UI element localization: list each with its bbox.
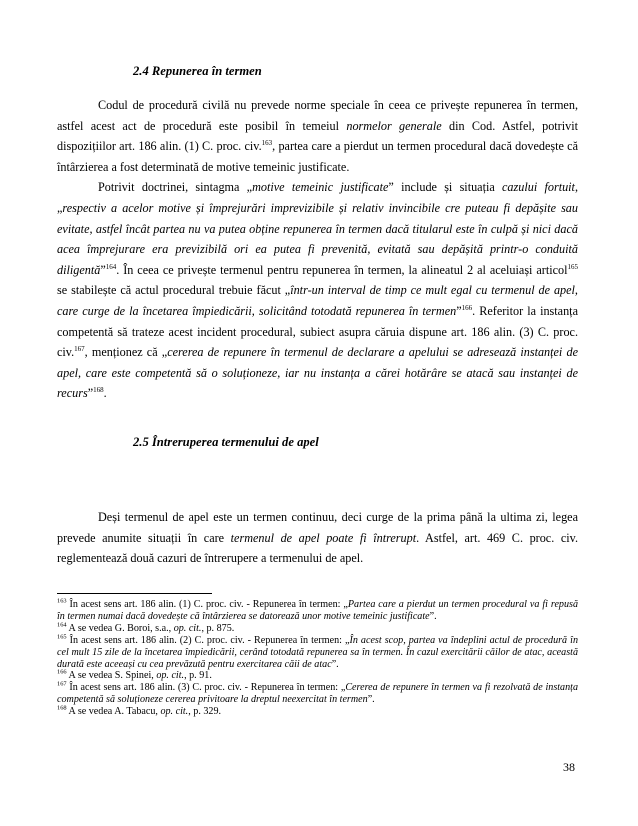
italic-run: termenul de apel poate fi întrerupt <box>230 530 417 545</box>
footnote <box>57 599 578 623</box>
text-run: În acest sens art. 186 alin. (1) C. proc. civ. - Repunerea în termen: „ <box>66 599 348 610</box>
footnote-number: 165 <box>57 633 67 641</box>
footnote <box>57 706 578 718</box>
text-run: din Cod. Astfel, potrivit dispozițiilor art. 186 alin. (1) C. proc. civ. <box>57 118 578 154</box>
footnote <box>57 670 578 682</box>
section-heading-2-4: 2.4 Repunerea în termen <box>133 64 262 78</box>
footnote-ref[interactable]: 167 <box>74 345 85 354</box>
page-number: 38 <box>563 760 575 774</box>
footnote-ref[interactable]: 165 <box>567 262 578 271</box>
text-run: . <box>103 386 107 401</box>
italic-quote: Cererea de repunere în termen va fi rezolvată de instanța competentă să soluționeze cererea privitoare la dreptul neexercitat în termen <box>57 682 578 706</box>
text-run: , p. 329. <box>188 706 222 718</box>
italic-quote: În acest scop, partea va îndeplini actul de procedură în cel mult 15 zile de la încetarea împiedicării, cerând totodată repunerea sa în termen. În cazul exercitării căilor de atac, această durată este aceeași cu cea prevăzută pentru exercitarea căii de atac <box>57 634 578 670</box>
footnote-ref[interactable]: 163 <box>261 139 273 148</box>
text-run: ”. <box>429 610 437 622</box>
text-run: A se vedea S. Spinei, <box>66 670 157 682</box>
text-run: , „ <box>57 180 578 215</box>
footnote-number: 163 <box>57 597 67 605</box>
text-run: Deși termenul de apel este un termen continuu, deci curge de la prima până la ultima zi, legea prevede anumite situații în care <box>57 510 578 545</box>
footnote <box>57 623 578 635</box>
italic-run: op. cit. <box>160 706 189 718</box>
text-run: , menționez că „ <box>84 345 168 360</box>
text-run: . În ceea ce privește termenul pentru repunerea în termen, la alineatul 2 al aceluiași articol <box>116 262 568 277</box>
text-run: A se vedea A. Tabacu, <box>66 706 161 718</box>
footnote-separator <box>57 593 212 594</box>
text-run: , p. 91. <box>184 670 212 682</box>
text-run: În acest sens art. 186 alin. (3) C. proc. civ. - Repunerea în termen: „ <box>66 682 346 694</box>
footnote-number: 164 <box>57 621 67 629</box>
italic-quote: cererea de repunere în termenul de declarare a apelului se adresează instanței de apel, care este competentă să o soluționeze, iar nu instanța a cărei hotărâre se atacă sau instanței de recurs <box>57 345 578 401</box>
italic-quote: într-un interval de timp ce mult egal cu termenul de apel, care curge de la încetarea împiedicării, solicitând totodată repunerea în termen <box>57 283 578 318</box>
footnote-ref[interactable]: 164 <box>105 262 117 271</box>
italic-run: motive temeinic justificate <box>252 180 389 195</box>
paragraph <box>57 95 578 177</box>
text-run: ” <box>100 262 106 277</box>
paragraph <box>57 507 578 569</box>
footnote <box>57 635 578 671</box>
text-run: , partea care a pierdut un termen procedural dacă dovedește că întârzierea a fost determinată de motive temeinic justificate. <box>57 139 578 174</box>
footnote-ref[interactable]: 166 <box>461 303 473 312</box>
text-run: ” <box>456 303 462 318</box>
footnote-number: 167 <box>57 680 67 688</box>
text-run: ”. <box>331 658 339 670</box>
footnote-number: 166 <box>57 669 67 677</box>
italic-run: cazului fortuit <box>502 180 575 195</box>
footnote-ref[interactable]: 168 <box>93 386 104 395</box>
section-2-5-body <box>57 507 578 569</box>
text-run: Codul de procedură civilă nu prevede norme speciale în ceea ce privește repunerea în termen, astfel acest act de procedură este posibil în temeiul <box>57 98 578 133</box>
italic-quote: Partea care a pierdut un termen procedural va fi repusă în termen numai dacă dovedește că întârzierea se datorează unor motive temeinic justificate <box>57 599 578 622</box>
text-run: ” include și situația <box>388 180 503 195</box>
paragraph <box>57 177 578 404</box>
text-run: . Astfel, art. 469 C. proc. civ. reglementează două cazuri de întrerupere a termenului de apel. <box>57 530 578 566</box>
footnote-number: 168 <box>57 704 67 712</box>
italic-run: normelor generale <box>346 118 442 133</box>
text-run: A se vedea G. Boroi, s.a., <box>66 622 174 634</box>
text-run: . Referitor la instanța competentă să trateze acest incident procedural, subiect asupra căruia dispune art. 186 alin. (3) C. proc. civ. <box>57 303 578 360</box>
footnote <box>57 682 578 706</box>
footnotes <box>57 599 578 718</box>
section-2-4-body <box>57 95 578 404</box>
italic-run: op. cit. <box>173 622 202 634</box>
italic-quote: respectiv a acelor motive și împrejurări imprevizibile și relativ invincibile cre puteau fi depășite sau evitate, astfel încât partea nu va putea obține repunerea în termen dacă titularul este în culpă și nici dacă acea împrejurare era previzibilă ori ea putea fi prevenită, evitată sau depășită printr-o conduită diligentă <box>57 200 578 277</box>
text-run: ”. <box>367 694 375 706</box>
text-run: se stabilește că actul procedural trebuie făcut „ <box>57 283 291 298</box>
italic-run: op. cit. <box>156 670 185 682</box>
text-run: În acest sens art. 186 alin. (2) C. proc. civ. - Repunerea în termen: „ <box>66 634 350 646</box>
text-run: ” <box>87 386 94 401</box>
section-heading-2-5: 2.5 Întreruperea termenului de apel <box>133 435 319 449</box>
text-run: , p. 875. <box>201 622 235 634</box>
text-run: Potrivit doctrinei, sintagma „ <box>98 180 253 195</box>
